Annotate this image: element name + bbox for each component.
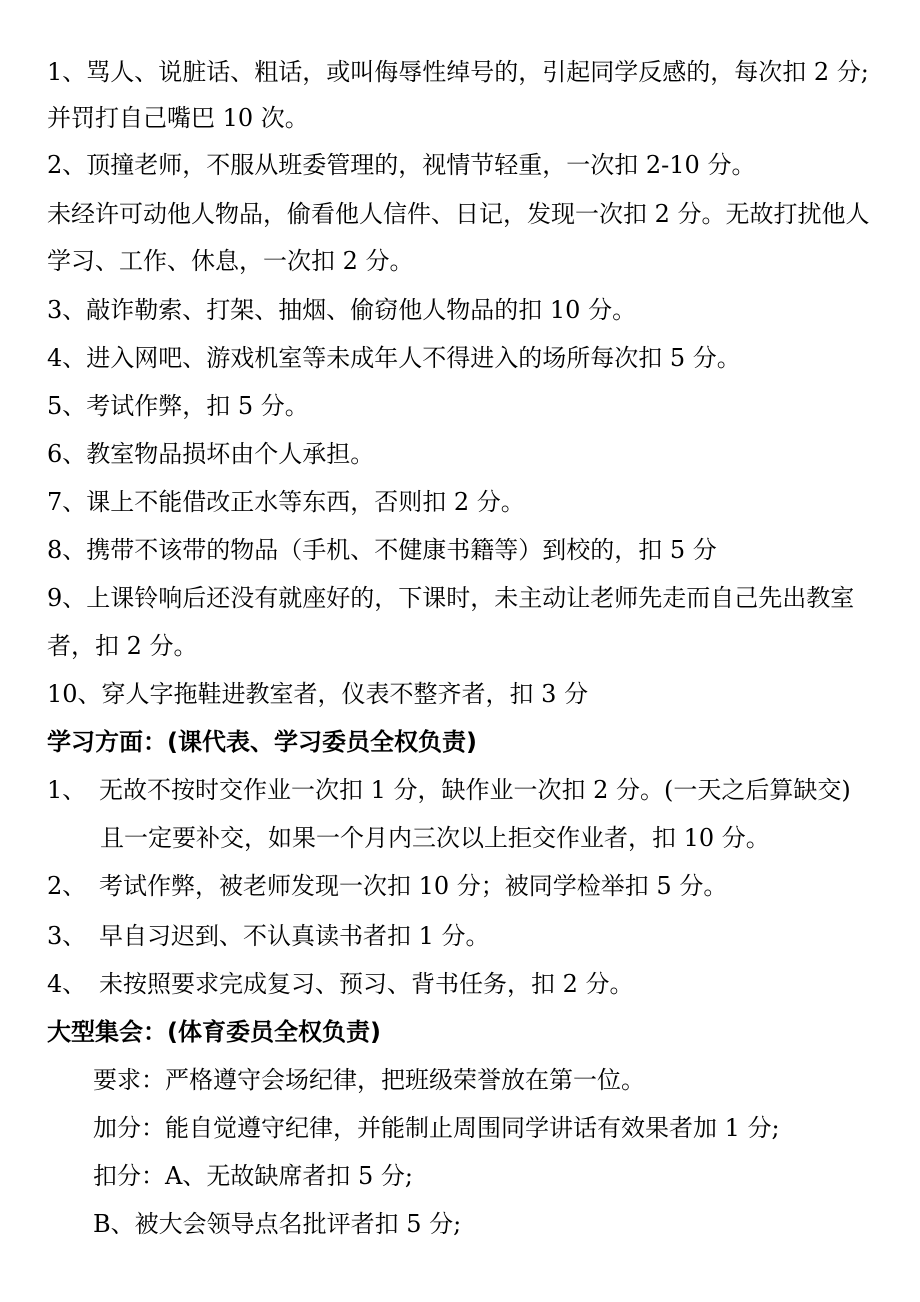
rule-10: 10、穿人字拖鞋进教室者，仪表不整齐者，扣 3 分 <box>47 680 589 708</box>
assembly-deduct-b: B、被大会领导点名批评者扣 5 分; <box>93 1210 462 1238</box>
study-item-4-text: 未按照要求完成复习、预习、背书任务，扣 2 分。 <box>99 970 634 998</box>
assembly-deduct-a: 扣分：A、无故缺席者扣 5 分; <box>93 1162 413 1190</box>
study-item-2-number: 2、 <box>47 872 87 900</box>
study-item-3-text: 早自习迟到、不认真读书者扣 1 分。 <box>99 922 490 950</box>
rule-5: 5、考试作弊，扣 5 分。 <box>47 392 309 420</box>
study-item-2 <box>47 871 890 901</box>
rule-3: 3、敲诈勒索、打架、抽烟、偷窃他人物品的扣 10 分。 <box>47 296 637 324</box>
rule-2-extra-line-2: 学习、工作、休息，一次扣 2 分。 <box>47 247 414 275</box>
rule-4: 4、进入网吧、游戏机室等未成年人不得进入的场所每次扣 5 分。 <box>47 344 741 372</box>
study-item-4 <box>47 969 890 999</box>
rule-6: 6、教室物品损坏由个人承担。 <box>47 440 375 468</box>
rule-8: 8、携带不该带的物品（手机、不健康书籍等）到校的，扣 5 分 <box>47 536 717 564</box>
study-item-3 <box>47 921 890 951</box>
rule-9-line-2: 者，扣 2 分。 <box>47 632 198 660</box>
assembly-requirement: 要求：严格遵守会场纪律，把班级荣誉放在第一位。 <box>93 1066 645 1094</box>
study-item-1-text: 无故不按时交作业一次扣 1 分，缺作业一次扣 2 分。(一天之后算缺交) <box>99 776 851 804</box>
rule-1-line-1: 1、骂人、说脏话、粗话，或叫侮辱性绰号的，引起同学反感的，每次扣 2 分; <box>47 58 869 86</box>
study-item-2-text: 考试作弊，被老师发现一次扣 10 分；被同学检举扣 5 分。 <box>99 872 728 900</box>
study-section-heading: 学习方面：(课代表、学习委员全权负责) <box>47 728 477 756</box>
rule-2-extra-line-1: 未经许可动他人物品，偷看他人信件、日记，发现一次扣 2 分。无故打扰他人 <box>47 200 870 228</box>
rule-1-line-2: 并罚打自己嘴巴 10 次。 <box>47 104 309 132</box>
study-item-1-number: 1、 <box>47 776 87 804</box>
study-item-1-continuation: 且一定要补交，如果一个月内三次以上拒交作业者，扣 10 分。 <box>100 824 770 852</box>
rule-7: 7、课上不能借改正水等东西，否则扣 2 分。 <box>47 488 525 516</box>
study-item-1 <box>47 775 890 805</box>
assembly-bonus: 加分：能自觉遵守纪律，并能制止周围同学讲话有效果者加 1 分; <box>93 1114 780 1142</box>
study-item-3-number: 3、 <box>47 922 87 950</box>
study-item-4-number: 4、 <box>47 970 87 998</box>
rule-2: 2、顶撞老师，不服从班委管理的，视情节轻重，一次扣 2-10 分。 <box>47 151 756 179</box>
rule-9-line-1: 9、上课铃响后还没有就座好的，下课时，未主动让老师先走而自己先出教室 <box>47 584 855 612</box>
assembly-section-heading: 大型集会：(体育委员全权负责) <box>47 1018 381 1046</box>
